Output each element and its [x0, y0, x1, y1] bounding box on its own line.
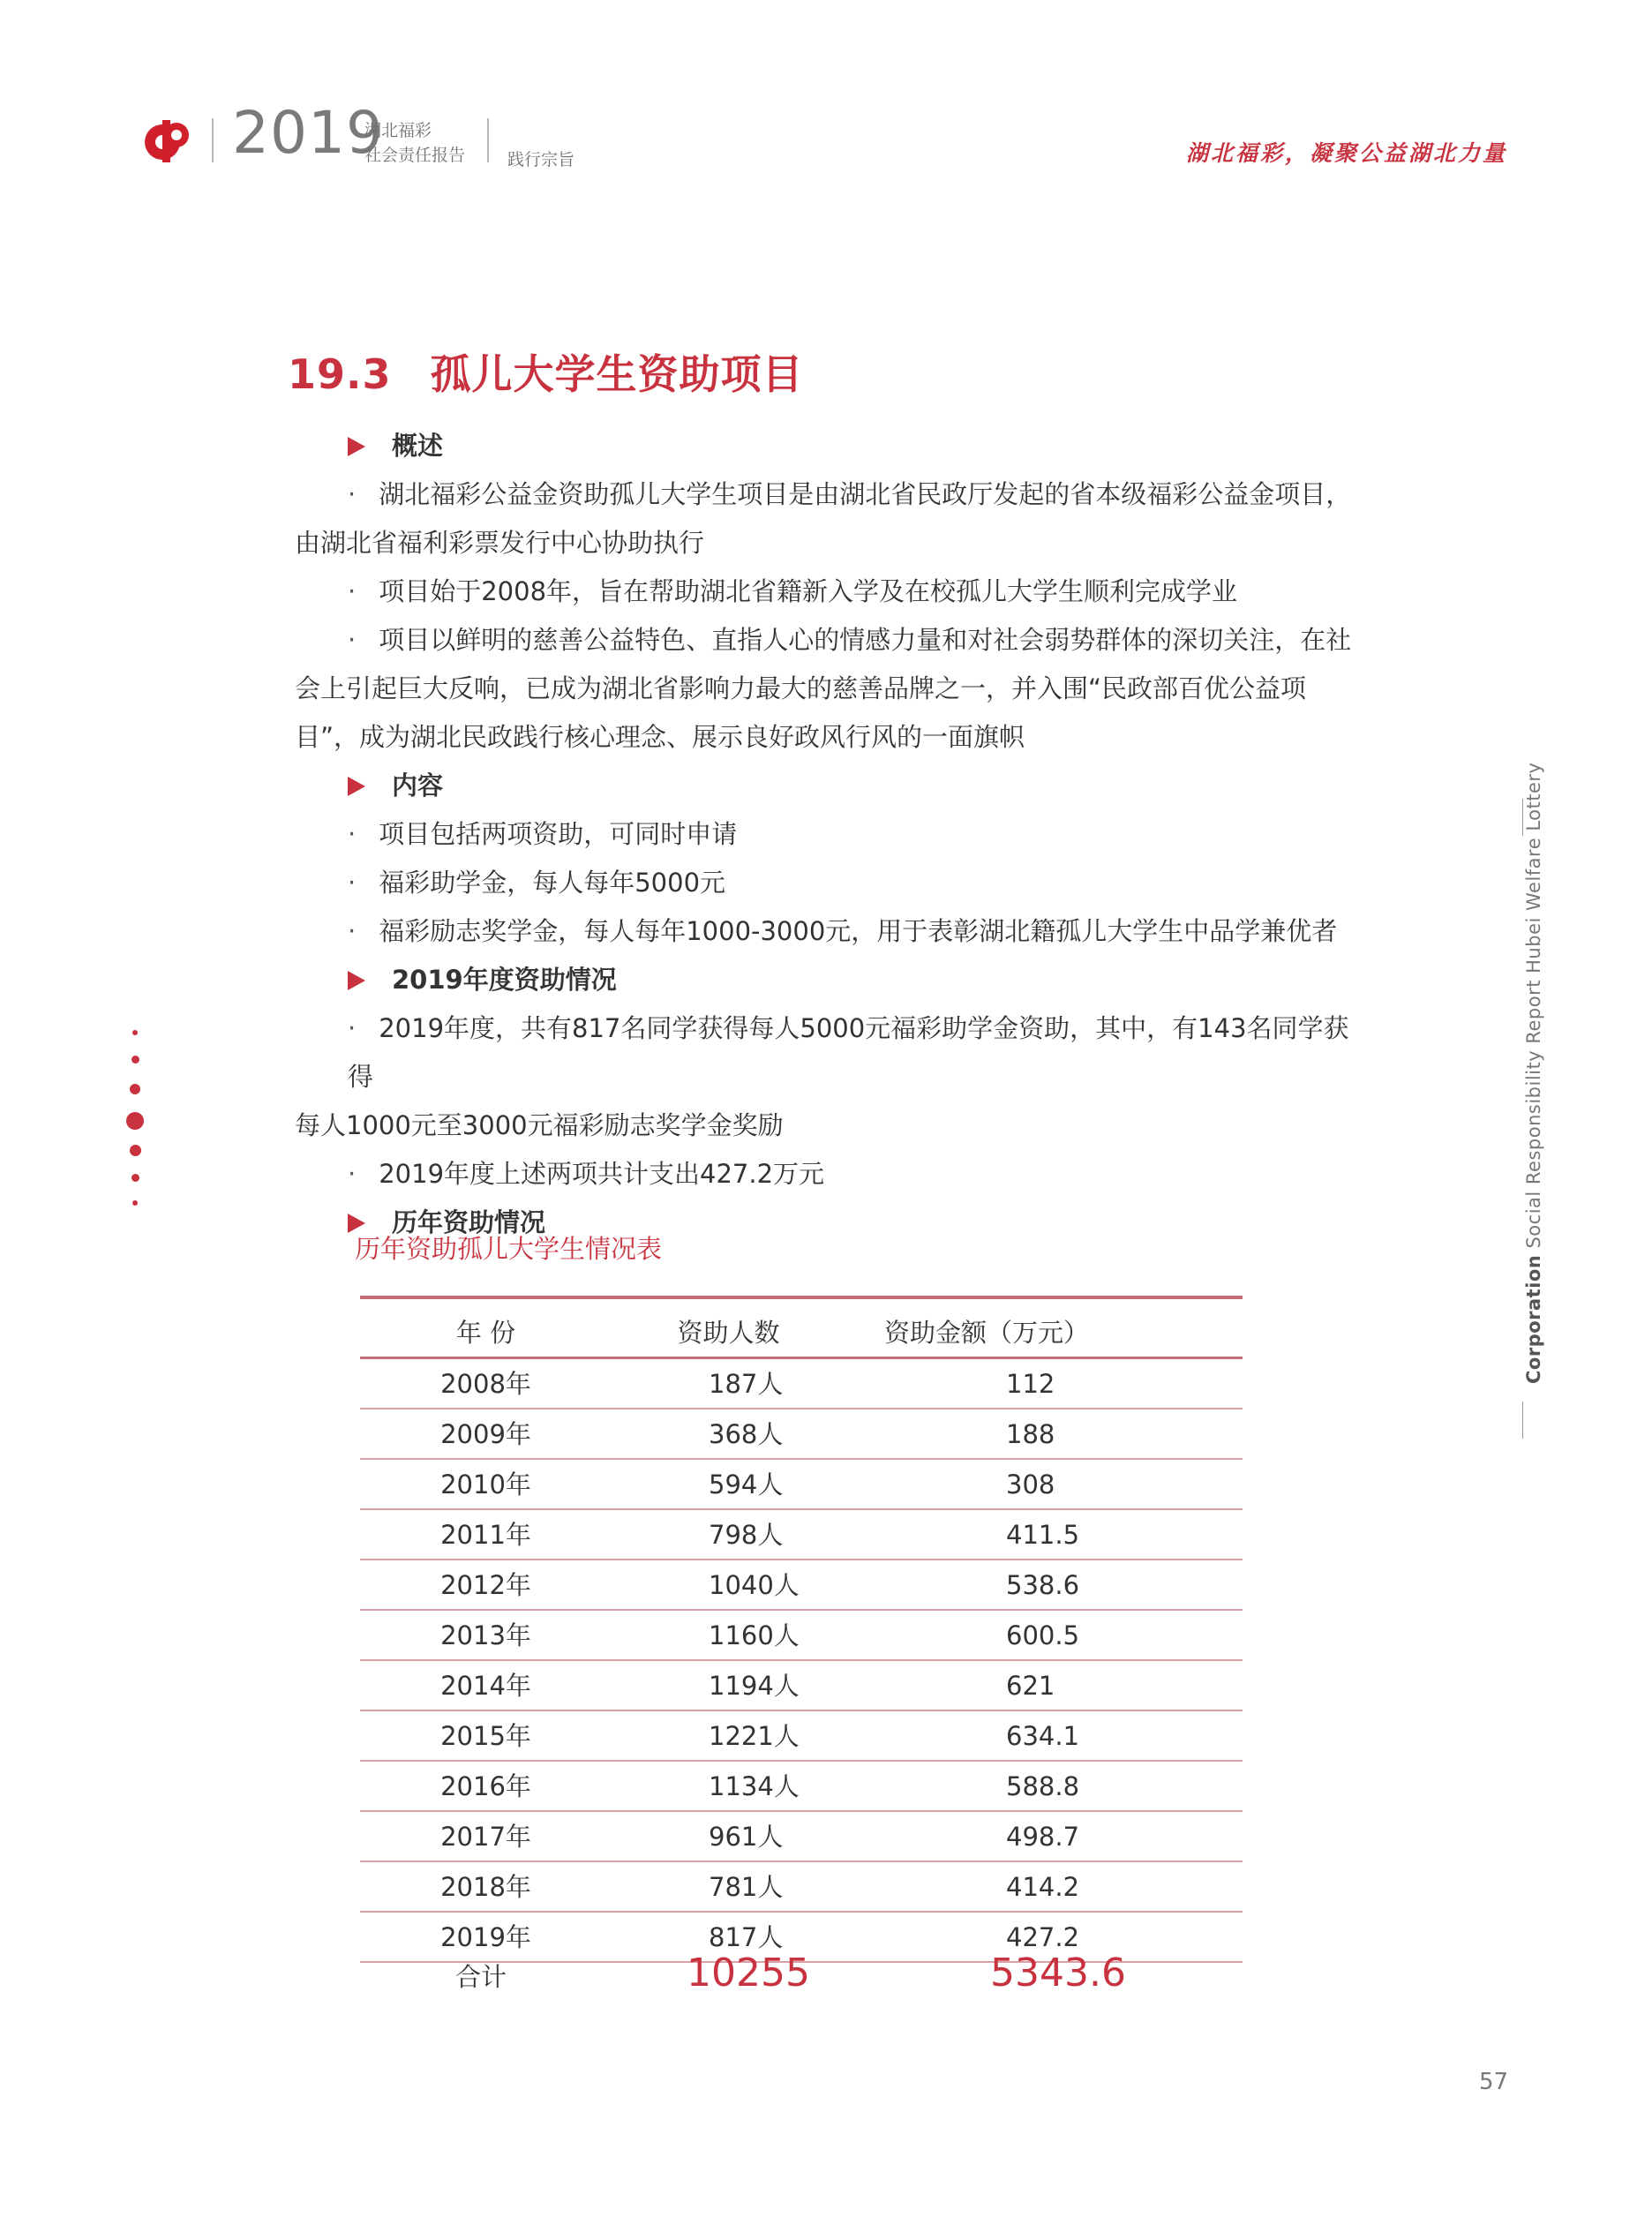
cell-year: 2013年 [440, 1620, 531, 1650]
list-item-continued: 由湖北省福利彩票发行中心协助执行 [295, 528, 705, 558]
page-number: 57 [1479, 2069, 1509, 2095]
cell-people: 1040人 [709, 1570, 800, 1600]
table-row [360, 1460, 1243, 1510]
cell-amount: 538.6 [1006, 1570, 1080, 1600]
decor-dot [126, 1112, 144, 1130]
table-row [360, 1409, 1243, 1460]
cell-year: 2017年 [440, 1822, 531, 1852]
decor-dot [131, 1174, 139, 1182]
cell-amount: 188 [1006, 1419, 1055, 1449]
cell-year: 2011年 [440, 1520, 531, 1550]
list-item: · 福彩励志奖学金，每人每年1000-3000元，用于表彰湖北籍孤儿大学生中品学兼优者 [348, 916, 1338, 946]
heading-content: 内容 [295, 762, 1368, 810]
list-item-continued: 每人1000元至3000元福彩励志奖学金奖励 [295, 1110, 784, 1140]
cell-year: 2009年 [440, 1419, 531, 1449]
cell-amount: 411.5 [1006, 1520, 1080, 1550]
body-content [295, 422, 1368, 1247]
table-row [360, 1762, 1243, 1812]
cell-people: 187人 [709, 1369, 784, 1399]
list-item: · 湖北福彩公益金资助孤儿大学生项目是由湖北省民政厅发起的省本级福彩公益金项目， [348, 479, 1352, 509]
list-item: · 福彩助学金，每人每年5000元 [348, 868, 726, 898]
section-title [288, 342, 804, 401]
cell-people: 817人 [709, 1922, 784, 1952]
table-top-rule [360, 1296, 1243, 1299]
table-row [360, 1661, 1243, 1711]
heading-history: 历年资助情况 [295, 1199, 1368, 1247]
table-row [360, 1359, 1243, 1409]
cell-people: 1194人 [709, 1671, 800, 1701]
cell-people: 961人 [709, 1822, 784, 1852]
cell-amount: 427.2 [1006, 1922, 1080, 1952]
cell-year: 2012年 [440, 1570, 531, 1600]
section-title-text: 孤儿大学生资助项目 [430, 350, 804, 398]
section-name: 践行宗旨 [507, 150, 575, 169]
total-people: 10255 [687, 1951, 810, 1996]
cell-year: 2010年 [440, 1470, 531, 1500]
column-header-amount: 资助金额（万元） [883, 1318, 1089, 1348]
cell-amount: 621 [1006, 1671, 1055, 1701]
cell-amount: 112 [1006, 1369, 1055, 1399]
table-body [360, 1359, 1243, 1963]
column-header-year: 年 份 [455, 1318, 516, 1348]
decor-dot [132, 1030, 138, 1035]
cell-year: 2019年 [440, 1922, 531, 1952]
list-item-continued: 目”，成为湖北民政践行核心理念、展示良好政风行风的一面旗帜 [295, 722, 1025, 752]
cell-amount: 308 [1006, 1470, 1055, 1500]
table-row [360, 1510, 1243, 1560]
decor-dot [130, 1145, 141, 1156]
total-amount: 5343.6 [990, 1951, 1126, 1996]
report-year: 2019 [232, 99, 384, 167]
report-name-line2: 社会责任报告 [364, 146, 466, 165]
welfare-lottery-logo-icon [139, 115, 191, 166]
list-item: · 项目以鲜明的慈善公益特色、直指人心的情感力量和对社会弱势群体的深切关注，在社 [348, 625, 1352, 655]
cell-amount: 498.7 [1006, 1822, 1080, 1852]
list-item-continued: 会上引起巨大反响，已成为湖北省影响力最大的慈善品牌之一，并入围“民政部百优公益项 [295, 673, 1307, 703]
header-divider [212, 118, 214, 162]
decor-dot [131, 1056, 139, 1064]
table-header [360, 1303, 1243, 1356]
cell-amount: 588.8 [1006, 1771, 1080, 1801]
cell-year: 2014年 [440, 1671, 531, 1701]
cell-year: 2016年 [440, 1771, 531, 1801]
heading-2019: 2019年度资助情况 [295, 956, 1368, 1004]
triangle-bullet-icon [348, 777, 365, 796]
table-row [360, 1560, 1243, 1611]
cell-people: 1160人 [709, 1620, 800, 1650]
cell-people: 798人 [709, 1520, 784, 1550]
list-item: · 项目包括两项资助，可同时申请 [348, 819, 738, 849]
cell-people: 1134人 [709, 1771, 800, 1801]
cell-people: 594人 [709, 1470, 784, 1500]
cell-people: 1221人 [709, 1721, 800, 1751]
table-row [360, 1812, 1243, 1862]
section-number: 19.3 [288, 350, 392, 398]
table-row [360, 1611, 1243, 1661]
cell-year: 2018年 [440, 1872, 531, 1902]
report-name-line1: 湖北福彩 [364, 121, 432, 140]
list-item: · 2019年度，共有817名同学获得每人5000元福彩助学金资助，其中，有143名同学获得 [348, 1013, 1349, 1092]
table-row [360, 1862, 1243, 1913]
cell-amount: 600.5 [1006, 1620, 1080, 1650]
list-item: · 项目始于2008年，旨在帮助湖北省籍新入学及在校孤儿大学生顺利完成学业 [348, 576, 1238, 606]
cell-year: 2008年 [440, 1369, 531, 1399]
heading-overview: 概述 [295, 422, 1368, 470]
triangle-bullet-icon [348, 971, 365, 990]
report-name [364, 118, 465, 168]
table-total-row [360, 1951, 1243, 2003]
cell-people: 781人 [709, 1872, 784, 1902]
side-rule-bottom [1522, 1402, 1523, 1439]
table-row [360, 1711, 1243, 1762]
list-item: · 2019年度上述两项共计支出427.2万元 [348, 1159, 825, 1189]
cell-amount: 634.1 [1006, 1721, 1080, 1751]
cell-amount: 414.2 [1006, 1872, 1080, 1902]
decor-dot [132, 1200, 138, 1206]
cell-year: 2015年 [440, 1721, 531, 1751]
header-divider-2 [487, 118, 489, 162]
triangle-bullet-icon [348, 437, 365, 456]
decor-dot [130, 1084, 140, 1094]
cell-people: 368人 [709, 1419, 784, 1449]
total-label: 合计 [455, 1962, 507, 1992]
header-slogan: 湖北福彩，凝聚公益湖北力量 [1185, 140, 1507, 166]
table-title: 历年资助孤儿大学生情况表 [355, 1234, 663, 1264]
side-report-label: Corporation Social Responsibility Report Hubei Welfare Lottery [1523, 762, 1544, 1384]
column-header-people: 资助人数 [677, 1318, 780, 1348]
